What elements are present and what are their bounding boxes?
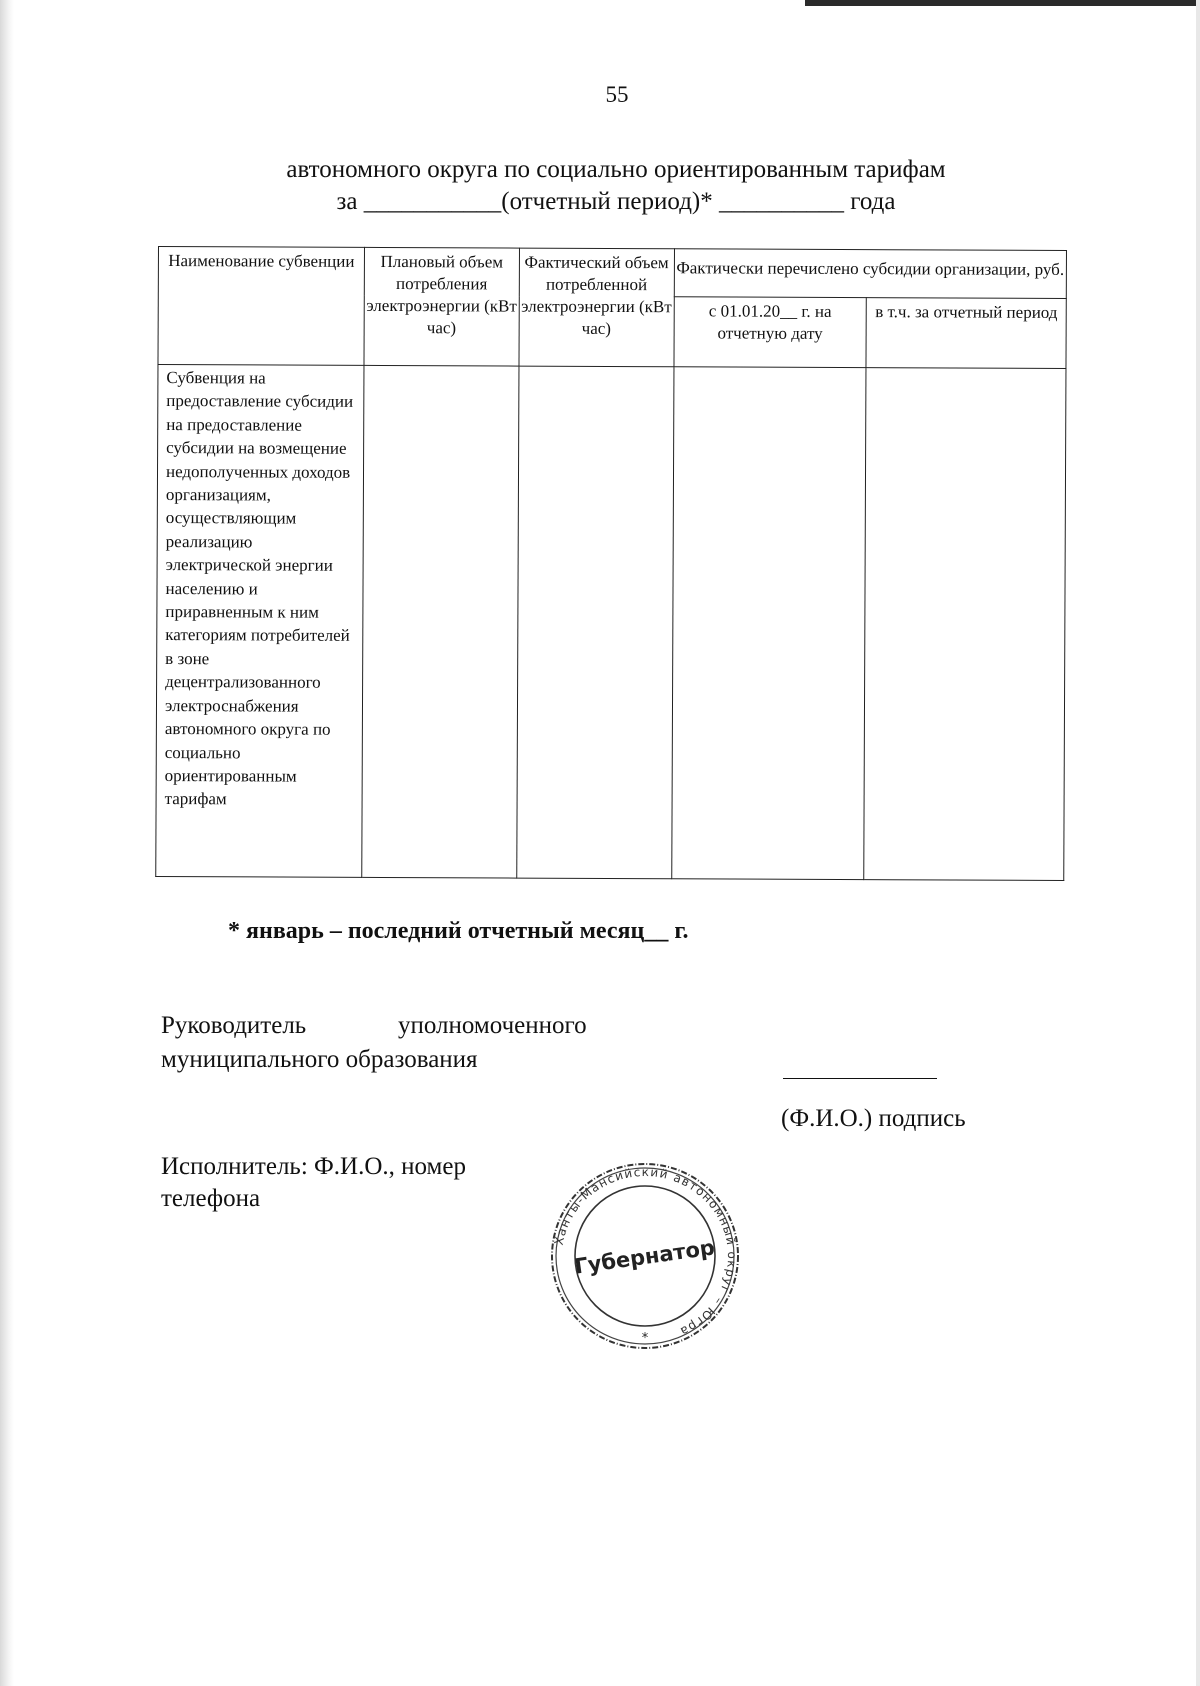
table-row bbox=[156, 365, 1066, 881]
header-from-date-cell: с 01.01.20__ г. на отчетную дату bbox=[674, 297, 867, 368]
table-header-row bbox=[158, 247, 1066, 299]
header-name-cell: Наименование субвенции bbox=[158, 247, 364, 366]
executor-line1: Исполнитель: Ф.И.О., номер bbox=[161, 1153, 466, 1180]
row-planned-cell bbox=[362, 365, 519, 878]
document-title-line2: за ___________(отчетный период)* __________ года bbox=[336, 188, 896, 215]
scan-top-edge bbox=[805, 0, 1200, 6]
signatory-title-line2: муниципального образования bbox=[161, 1046, 478, 1073]
row-from-date-cell bbox=[671, 367, 866, 880]
signatory-title-word2: уполномоченного bbox=[398, 1012, 587, 1039]
signature-caption: (Ф.И.О.) подпись bbox=[781, 1105, 966, 1132]
footnote: * январь – последний отчетный месяц__ г. bbox=[228, 918, 689, 944]
header-actual-cell: Фактический объем потребленной электроэнергии (кВт час) bbox=[519, 248, 674, 367]
row-actual-cell bbox=[517, 366, 674, 879]
header-transferred-group-cell: Фактически перечислено субсидии организации, руб. bbox=[674, 249, 1067, 299]
page-number: 55 bbox=[605, 82, 629, 107]
document-title-line1: автономного округа по социально ориентированным тарифам bbox=[286, 156, 946, 183]
row-for-period-cell bbox=[864, 368, 1066, 881]
seal-ring-text: Ханты-Мансийский автономный округ – Югра bbox=[551, 1164, 740, 1340]
seal-center-text: Губернатор bbox=[572, 1235, 717, 1279]
row-name-cell: Субвенция на предоставление субсидии на предоставление субсидии на возмещение недополученных доходов организациям, осуществляющим реализацию электрической энергии населению и приравненным к ним категориям потребителей в зоне децентрализованного электроснабжения автономного округа по социально ориентированным тарифам bbox=[156, 365, 364, 878]
scan-right-edge bbox=[1196, 0, 1200, 1686]
governor-seal-stamp bbox=[548, 1148, 743, 1358]
subsidy-report-table bbox=[155, 246, 1067, 881]
header-planned-cell: Плановый объем потребления электроэнергии (кВт час) bbox=[364, 247, 519, 366]
scan-left-edge bbox=[0, 0, 14, 1686]
header-for-period-cell: в т.ч. за отчетный период bbox=[866, 298, 1066, 369]
signature-line bbox=[783, 1078, 937, 1079]
signatory-title-word1: Руководитель bbox=[161, 1012, 307, 1039]
seal-star: * bbox=[641, 1331, 649, 1346]
executor-line2: телефона bbox=[161, 1185, 261, 1212]
